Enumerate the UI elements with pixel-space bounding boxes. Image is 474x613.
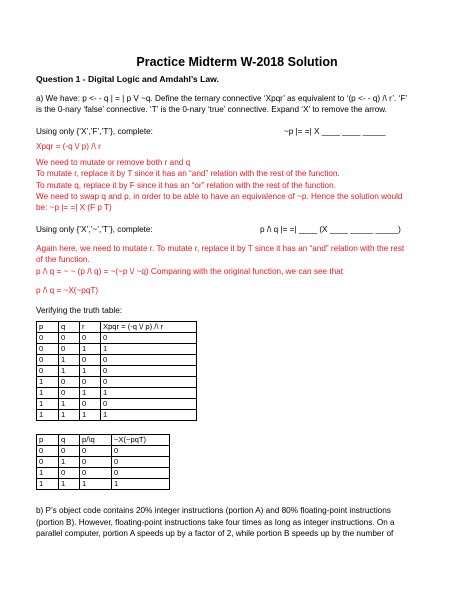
table-cell: 1 bbox=[101, 344, 197, 355]
table-cell: 0 bbox=[59, 388, 80, 399]
table-row bbox=[37, 366, 197, 377]
table-cell: 1 bbox=[80, 479, 112, 490]
part2-answer: p /\ q = ~X(~pqT) bbox=[36, 286, 99, 295]
table-header-row bbox=[37, 322, 197, 333]
table-cell: 0 bbox=[80, 457, 112, 468]
table-cell: 0 bbox=[59, 446, 80, 457]
table-cell: 0 bbox=[101, 333, 197, 344]
part1-explain-line-5: be: ~p |= =| X (F p T) bbox=[36, 203, 112, 212]
table-cell: 0 bbox=[101, 355, 197, 366]
table-row bbox=[37, 399, 197, 410]
table-cell: 1 bbox=[80, 410, 101, 421]
table-cell: 1 bbox=[37, 479, 59, 490]
part1-explain-line-1: We need to mutate or remove both r and q bbox=[36, 158, 191, 167]
table-cell: 0 bbox=[37, 355, 59, 366]
table-cell: 0 bbox=[37, 366, 59, 377]
table-row bbox=[37, 344, 197, 355]
table-cell: 0 bbox=[101, 399, 197, 410]
part2-blank: p /\ q |= =| ____ (X ____ _____ _____) bbox=[260, 225, 401, 234]
q1b-text-line-3: parallel computer, portion A speeds up by a factor of 2, while portion B speeds up by the number of bbox=[36, 529, 394, 538]
q1b-text-line-1: b) P’s object code contains 20% integer instructions (portion A) and 80% floating-point instructions bbox=[36, 506, 391, 515]
table-cell: 1 bbox=[80, 344, 101, 355]
part1-explain-line-2: To mutate r, replace it by T since it has an “and” relation with the rest of the function. bbox=[36, 169, 340, 178]
table-cell: 0 bbox=[101, 377, 197, 388]
table-cell: 0 bbox=[80, 399, 101, 410]
q1b-text-line-2: (portion B). However, floating-point instructions take four times as long as integer instructions. On a bbox=[36, 518, 395, 527]
table-cell: 0 bbox=[37, 333, 59, 344]
table-cell: 0 bbox=[112, 457, 170, 468]
table-cell: 0 bbox=[37, 457, 59, 468]
table-cell: 0 bbox=[59, 377, 80, 388]
part2-explain-line-1: Again here, we need to mutate r. To mutate r, replace it by T since it has an “and” relation with the rest bbox=[36, 244, 405, 253]
q1a-text-line-2: is the 0-nary ‘false’ connective. ‘T’ is the 0-nary ‘true’ connective. Expand ‘X’ to remove the arrow. bbox=[36, 105, 388, 114]
table-cell: 1 bbox=[37, 388, 59, 399]
part2-prompt: Using only {‘X’,’~’,’T’}, complete: bbox=[36, 225, 153, 234]
table-cell: 1 bbox=[59, 410, 80, 421]
part2-explain-line-3: p /\ q = ~ ~ (p /\ q) = ~(~p \/ ~q) Comparing with the original function, we can see that bbox=[36, 267, 343, 276]
table-row bbox=[37, 333, 197, 344]
table-cell: 1 bbox=[59, 366, 80, 377]
table-cell: 0 bbox=[80, 355, 101, 366]
table-cell: 1 bbox=[112, 479, 170, 490]
table-cell: 1 bbox=[37, 410, 59, 421]
table-cell: 1 bbox=[101, 388, 197, 399]
table-row bbox=[37, 479, 170, 490]
table-cell: 0 bbox=[80, 333, 101, 344]
verify-label: Verifying the truth table: bbox=[36, 306, 123, 315]
part2-explain-line-2: of the function. bbox=[36, 255, 90, 264]
part1-explain-line-3: To mutate q, replace it by F since it has an “or” relation with the rest of the function. bbox=[36, 181, 336, 190]
part1-answer: Xpqr = (-q \/ p) /\ r bbox=[36, 142, 101, 151]
table-row bbox=[37, 468, 170, 479]
table-cell: 0 bbox=[80, 468, 112, 479]
table-row bbox=[37, 377, 197, 388]
table-header-cell: p bbox=[37, 322, 59, 333]
table-cell: 0 bbox=[101, 366, 197, 377]
truth-table-p-and-q bbox=[36, 434, 170, 490]
table-header-cell: r bbox=[80, 322, 101, 333]
table-cell: 1 bbox=[59, 479, 80, 490]
q1a-text-line-1: a) We have: p <- - q | = | p V ~q. Define the ternary connective ‘Xpqr’ as equivalent to ‘(p <- - q) /\ r’. ‘F’ bbox=[36, 94, 408, 103]
table-cell: 1 bbox=[80, 388, 101, 399]
table-cell: 0 bbox=[112, 468, 170, 479]
part1-explain-line-4: We need to swap q and p, in order to be able to have an equivalence of ~p. Hence the solution would bbox=[36, 192, 403, 201]
table-cell: 0 bbox=[80, 446, 112, 457]
table-cell: 0 bbox=[59, 344, 80, 355]
table-header-cell: q bbox=[59, 435, 80, 446]
table-row bbox=[37, 457, 170, 468]
table-cell: 1 bbox=[37, 377, 59, 388]
table-row bbox=[37, 446, 170, 457]
table-cell: 0 bbox=[80, 377, 101, 388]
table-cell: 1 bbox=[37, 399, 59, 410]
table-cell: 1 bbox=[37, 468, 59, 479]
truth-table-xpqr bbox=[36, 321, 197, 421]
table-cell: 0 bbox=[37, 446, 59, 457]
page-title: Practice Midterm W-2018 Solution bbox=[136, 55, 338, 69]
table-cell: 1 bbox=[59, 355, 80, 366]
table-header-cell: ~X(~pqT) bbox=[112, 435, 170, 446]
table-cell: 1 bbox=[101, 410, 197, 421]
part1-blank: ~p |= =| X ____ ____ _____ bbox=[284, 127, 386, 136]
question-1-heading: Question 1 - Digital Logic and Amdahl’s Law. bbox=[36, 74, 219, 84]
table-header-cell: q bbox=[59, 322, 80, 333]
table-cell: 1 bbox=[59, 399, 80, 410]
table-cell: 0 bbox=[59, 333, 80, 344]
table-row bbox=[37, 388, 197, 399]
table-cell: 0 bbox=[37, 344, 59, 355]
table-header-cell: p/\q bbox=[80, 435, 112, 446]
table-cell: 0 bbox=[59, 468, 80, 479]
table-row bbox=[37, 355, 197, 366]
table-header-row bbox=[37, 435, 170, 446]
part1-prompt: Using only {‘X’,’F’,’T’}, complete: bbox=[36, 127, 153, 136]
table-row bbox=[37, 410, 197, 421]
table-cell: 0 bbox=[112, 446, 170, 457]
table-header-cell: p bbox=[37, 435, 59, 446]
table-cell: 1 bbox=[80, 366, 101, 377]
table-header-cell: Xpqr = (-q \/ p) /\ r bbox=[101, 322, 197, 333]
table-cell: 1 bbox=[59, 457, 80, 468]
